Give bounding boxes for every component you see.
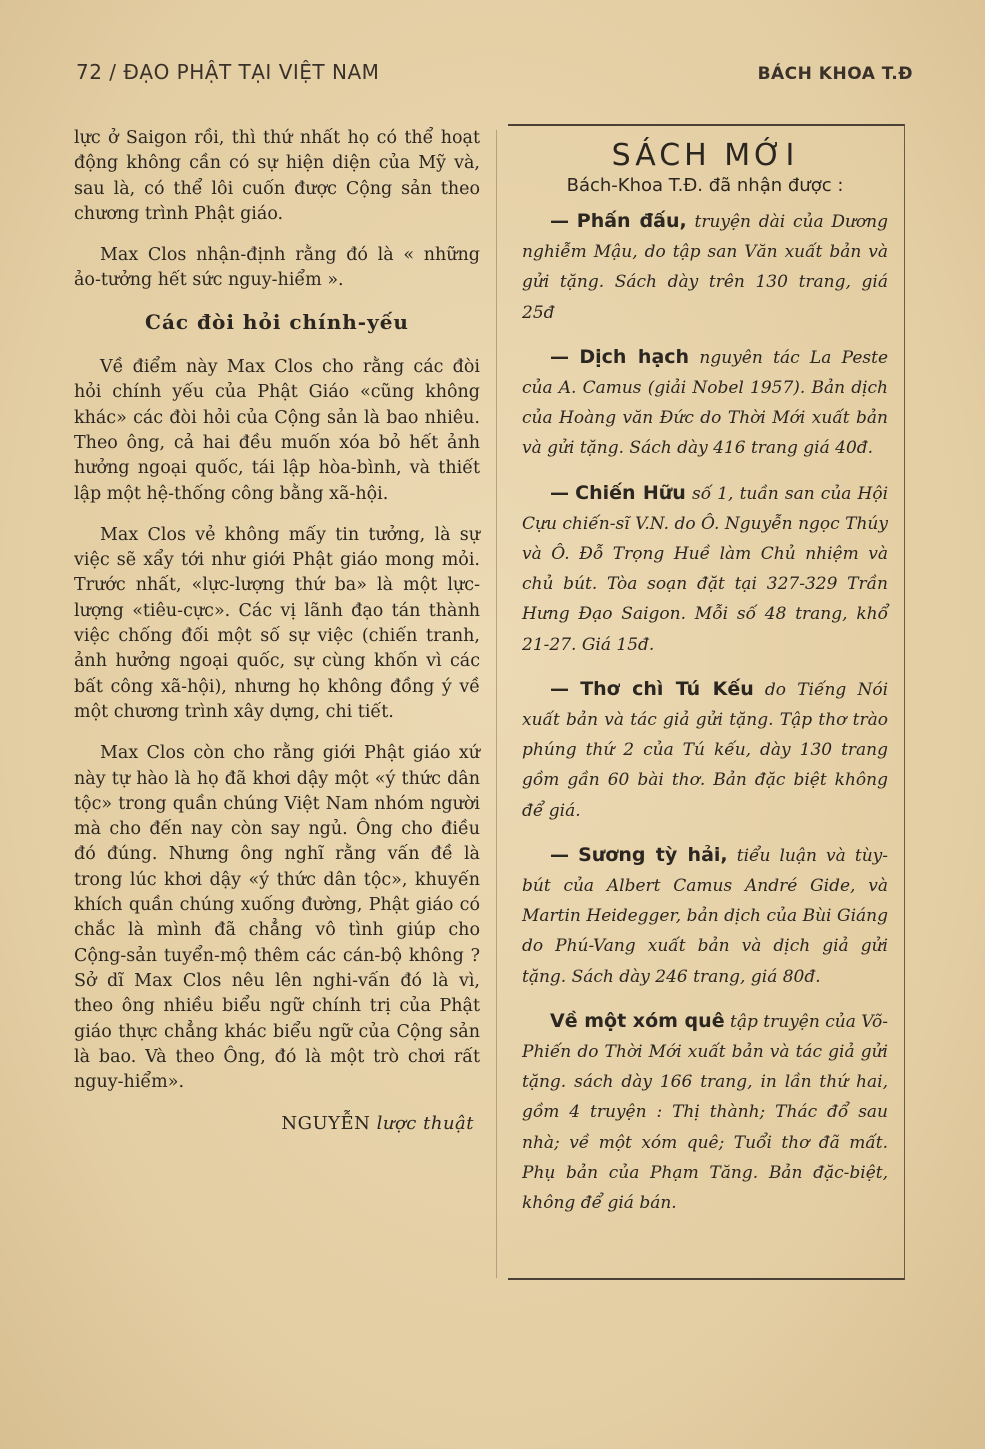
article-paragraph-2: Max Clos nhận-định rằng đó là « những ảo-tưởng hết sức nguy-hiểm ». [74, 245, 480, 291]
book-entry-title: Về một xóm quê [550, 1009, 725, 1032]
running-header-left: 72 / ĐẠO PHẬT TẠI VIỆT NAM [76, 60, 380, 84]
article-subheading: Các đòi hỏi chính-yếu [145, 309, 409, 334]
book-entry [522, 840, 888, 992]
book-entry-desc: tập truyện của Võ-Phiến do Thời Mới xuất bản và tác giả gửi tặng. sách dày 166 trang, in lần thứ hai, gồm 4 truyện : Thị thành; Thác đổ sau nhà; về một xóm quê; Tuổi thơ đã mất. Phụ bản của Phạm Tăng. Bản đặc-biệt, không để giá bán. [522, 1011, 888, 1214]
article-column [74, 126, 480, 1137]
book-entry-dash: — [550, 210, 569, 232]
book-entry-title: Sương tỳ hải, [578, 843, 728, 866]
signature-name: NGUYỄN [281, 1113, 371, 1135]
book-entry [522, 206, 888, 328]
book-entry-dash: — [550, 843, 569, 866]
book-entry-dash: — [550, 677, 569, 700]
article-signature [74, 1111, 480, 1136]
book-entry-desc: do Tiếng Nói xuất bản và tác giả gửi tặng. Tập thơ trào phúng thứ 2 của Tú kếu, dày 130 trang gồm gần 60 bài thơ. Bản đặc biệt không để giá. [522, 679, 889, 821]
book-entry [522, 674, 888, 826]
column-divider [496, 130, 497, 1278]
article-paragraph-3: Về điểm này Max Clos cho rằng các đòi hỏi chính yếu của Phật Giáo «cũng không khác» các đòi hỏi của Cộng sản là bao nhiêu. Theo ông, cả hai đều muốn xóa bỏ hết ảnh hưởng ngoại quốc, tái lập hòa-bình, và thiết lập một hệ-thống công bằng xã-hội. [74, 357, 480, 504]
running-header-right: BÁCH KHOA T.Đ [757, 64, 913, 84]
book-entry-dash: — [550, 481, 569, 504]
book-entry [522, 1006, 888, 1218]
new-books-title: SÁCH MỚI [611, 138, 799, 173]
book-entry-title: Thơ chì Tú Kếu [580, 677, 754, 700]
signature-note: lược thuật [376, 1113, 474, 1135]
book-entry-title: Dịch hạch [579, 345, 690, 368]
article-paragraph-4: Max Clos vẻ không mấy tin tưởng, là sự việc sẽ xẩy tới như giới Phật giáo mong mỏi. Trước nhất, «lực-lượng thứ ba» là một lực-lượng «tiêu-cực». Các vị lãnh đạo tán thành việc chống đối một số sự việc (chiến tranh, ảnh hưởng ngoại quốc, sự cùng khốn vì các bất công xã-hội), nhưng họ không đồng ý về một chương trình xây dựng, chi tiết. [74, 524, 480, 722]
new-books-box [508, 124, 905, 1280]
book-entry-title: Phấn đấu, [576, 210, 687, 232]
book-entry-desc: số 1, tuần san của Hội Cựu chiến-sĩ V.N. do Ô. Nguyễn ngọc Thúy và Ô. Đỗ Trọng Huề làm Chủ nhiệm và chủ bút. Tòa soạn đặt tại 327-329 Trần Hưng Đạo Saigon. Mỗi số 48 trang, khổ 21-27. Giá 15đ. [522, 483, 889, 655]
book-entry [522, 478, 888, 660]
book-entry-title: Chiến Hữu [575, 481, 686, 504]
article-paragraph-1: lực ở Saigon rồi, thì thứ nhất họ có thể hoạt động không cần có sự hiện diện của Mỹ và, sau là, có thể lôi cuốn được Cộng sản theo chương trình Phật giáo. [74, 128, 480, 224]
book-entry [522, 342, 888, 464]
book-entry-desc: tiểu luận và tùy-bút của Albert Camus André Gide, và Martin Heidegger, bản dịch của Bùi Giáng do Phú-Vang xuất bản và dịch giả gửi tặng. Sách dày 246 trang, giá 80đ. [522, 845, 889, 987]
new-books-subtitle: Bách-Khoa T.Đ. đã nhận được : [566, 175, 844, 196]
book-entry-desc: truyện dài của Dương nghiễm Mậu, do tập san Văn xuất bản và gửi tặng. Sách dày trên 130 trang, giá 25đ [522, 212, 888, 323]
book-entry-dash: — [550, 345, 569, 368]
book-entry-desc: nguyên tác La Peste của A. Camus (giải Nobel 1957). Bản dịch của Hoàng văn Đức do Thời Mới xuất bản và gửi tặng. Sách dày 416 trang giá 40đ. [522, 347, 889, 459]
article-paragraph-5: Max Clos còn cho rằng giới Phật giáo xứ này tự hào là họ đã khơi dậy một «ý thức dân tộc» trong quần chúng Việt Nam nhóm người mà cho đến nay còn say ngủ. Ông cho điều đó đúng. Nhưng ông nghĩ rằng vấn đề là trong lúc khơi dậy «ý thức dân tộc», khuyến khích quần chúng xuống đường, Phật giáo có chắc là mình đã chẳng vô tình giúp cho Cộng-sản tuyển-mộ thêm các cán-bộ không ? Sở dĩ Max Clos nêu lên nghi-vấn đó là vì, theo ông nhiều biểu ngữ chính trị của Phật giáo thực chẳng khác biểu ngữ của Cộng sản là bao. Và theo Ông, đó là một trò chơi rất nguy-hiểm». [74, 743, 480, 1093]
